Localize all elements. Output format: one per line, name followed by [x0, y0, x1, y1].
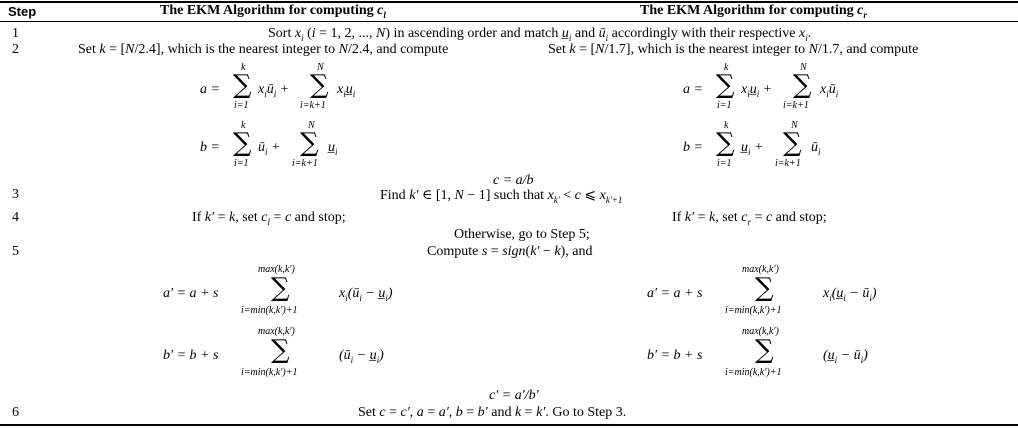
- step-number: 2: [12, 42, 19, 57]
- step-5-text: Compute s = sign(k′ − k), and: [427, 244, 593, 259]
- step-4-otherwise-text: Otherwise, go to Step 5;: [454, 227, 590, 242]
- bottom-rule: [0, 424, 1018, 426]
- column-header-left: The EKM Algorithm for computing $c_l$: [160, 3, 386, 20]
- step-2-left-text: Set k = [N/2.4], which is the nearest integer to N/2.4, and compute: [78, 42, 449, 57]
- step-1-text: Sort $x_i$ (i = 1, 2, ..., N) in ascending order and match $u̲_i$ and $ū_i$ accordingly with their respective $x_i$.: [268, 26, 812, 43]
- step-4-left-text: If k′ = k, set $c_l = c$ and stop;: [192, 210, 346, 227]
- step-number: 5: [12, 244, 19, 259]
- step-6-text: Set c = c′, a = a′, b = b′ and k = k′. Go to Step 3.: [358, 405, 627, 420]
- header-rule: [0, 21, 1018, 22]
- step-2-right-text: Set k = [N/1.7], which is the nearest integer to N/1.7, and compute: [548, 42, 919, 57]
- step-number: 3: [12, 187, 19, 202]
- step-number: 1: [12, 26, 19, 41]
- step-3-text: Find k′ ∈ [1, N − 1] such that $x_{k'} < c$ ⩽ $x_{k'+1}$: [380, 188, 623, 205]
- equation-c-prime: c′ = a′/b′: [489, 388, 539, 403]
- column-header-step: Step: [8, 4, 37, 19]
- step-number: 4: [12, 210, 19, 225]
- step-number: 6: [12, 405, 19, 420]
- step-4-right-text: If k′ = k, set $c_r = c$ and stop;: [672, 210, 827, 227]
- equation-c: c = a/b: [493, 173, 534, 188]
- column-header-right: The EKM Algorithm for computing $c_r$: [640, 3, 867, 20]
